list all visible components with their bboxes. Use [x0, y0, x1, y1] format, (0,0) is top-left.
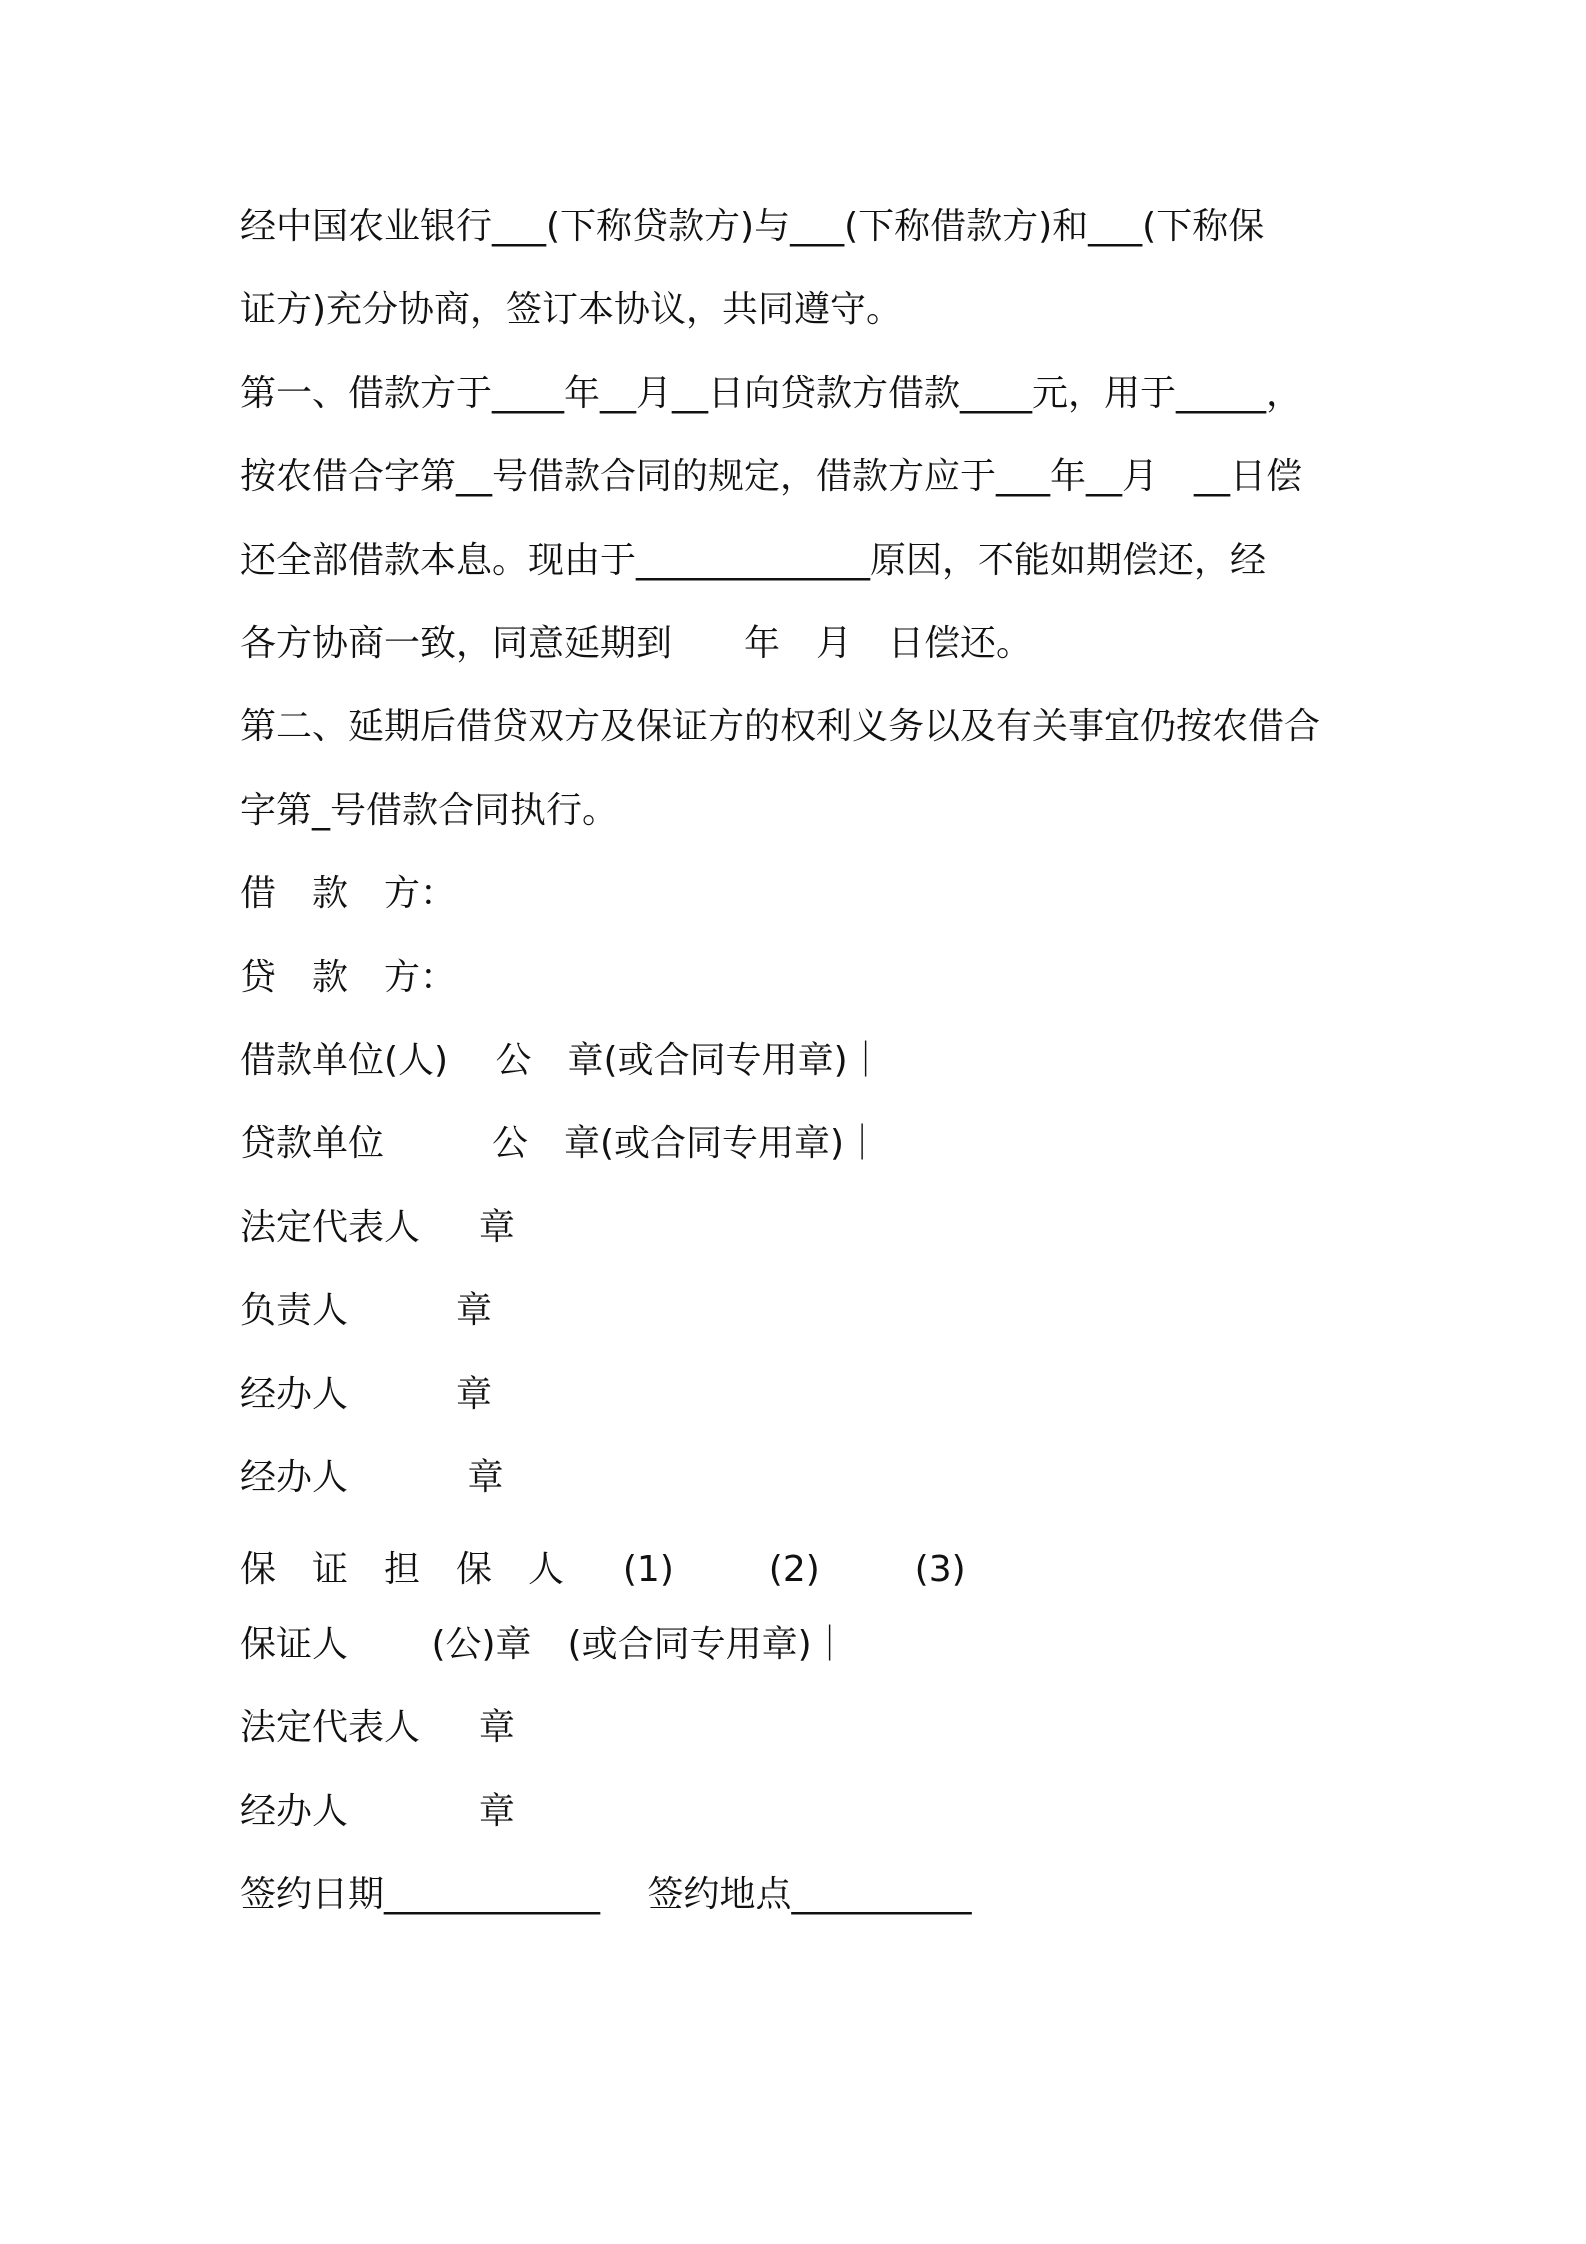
intro-line-2: 证方)充分协商，签订本协议，共同遵守。	[240, 289, 903, 330]
lender-unit-seal: 贷款单位 公 章(或合同专用章)｜	[240, 1123, 881, 1164]
legal-representative-seal: 法定代表人 章	[240, 1207, 515, 1248]
responsible-person-seal: 负责人 章	[240, 1290, 493, 1331]
clause-1-line-2: 按农借合字第__号借款合同的规定，借款方应于___年__月 __日偿	[240, 456, 1303, 497]
handler-seal: 经办人 章	[240, 1457, 504, 1498]
sign-date-place: 签约日期____________ 签约地点__________	[240, 1874, 972, 1915]
clause-1-line-4: 各方协商一致，同意延期到 年 月 日偿还。	[240, 623, 1033, 664]
clause-1-line-1: 第一、借款方于____年__月__日向贷款方借款____元，用于_____，	[240, 373, 1303, 414]
handler-seal: 经办人 章	[240, 1374, 493, 1415]
clause-1-line-3: 还全部借款本息。现由于_____________原因，不能如期偿还，经	[240, 540, 1267, 581]
lender-label: 贷 款 方：	[240, 957, 457, 998]
guarantor-legal-representative-seal: 法定代表人 章	[240, 1707, 515, 1748]
clause-2-line-1: 第二、延期后借贷双方及保证方的权利义务以及有关事宜仍按农借合	[240, 706, 1321, 747]
borrower-unit-seal: 借款单位(人) 公 章(或合同专用章)｜	[240, 1040, 884, 1081]
borrower-label: 借 款 方：	[240, 873, 457, 914]
guarantor-seal: 保证人 (公)章 (或合同专用章)｜	[240, 1624, 848, 1665]
intro-line-1: 经中国农业银行___(下称贷款方)与___(下称借款方)和___(下称保	[240, 206, 1265, 247]
guarantors-line: 保 证 担 保 人 (1) (2) (3)	[240, 1549, 966, 1590]
guarantor-handler-seal: 经办人 章	[240, 1791, 515, 1832]
clause-2-line-2: 字第_号借款合同执行。	[240, 790, 619, 831]
